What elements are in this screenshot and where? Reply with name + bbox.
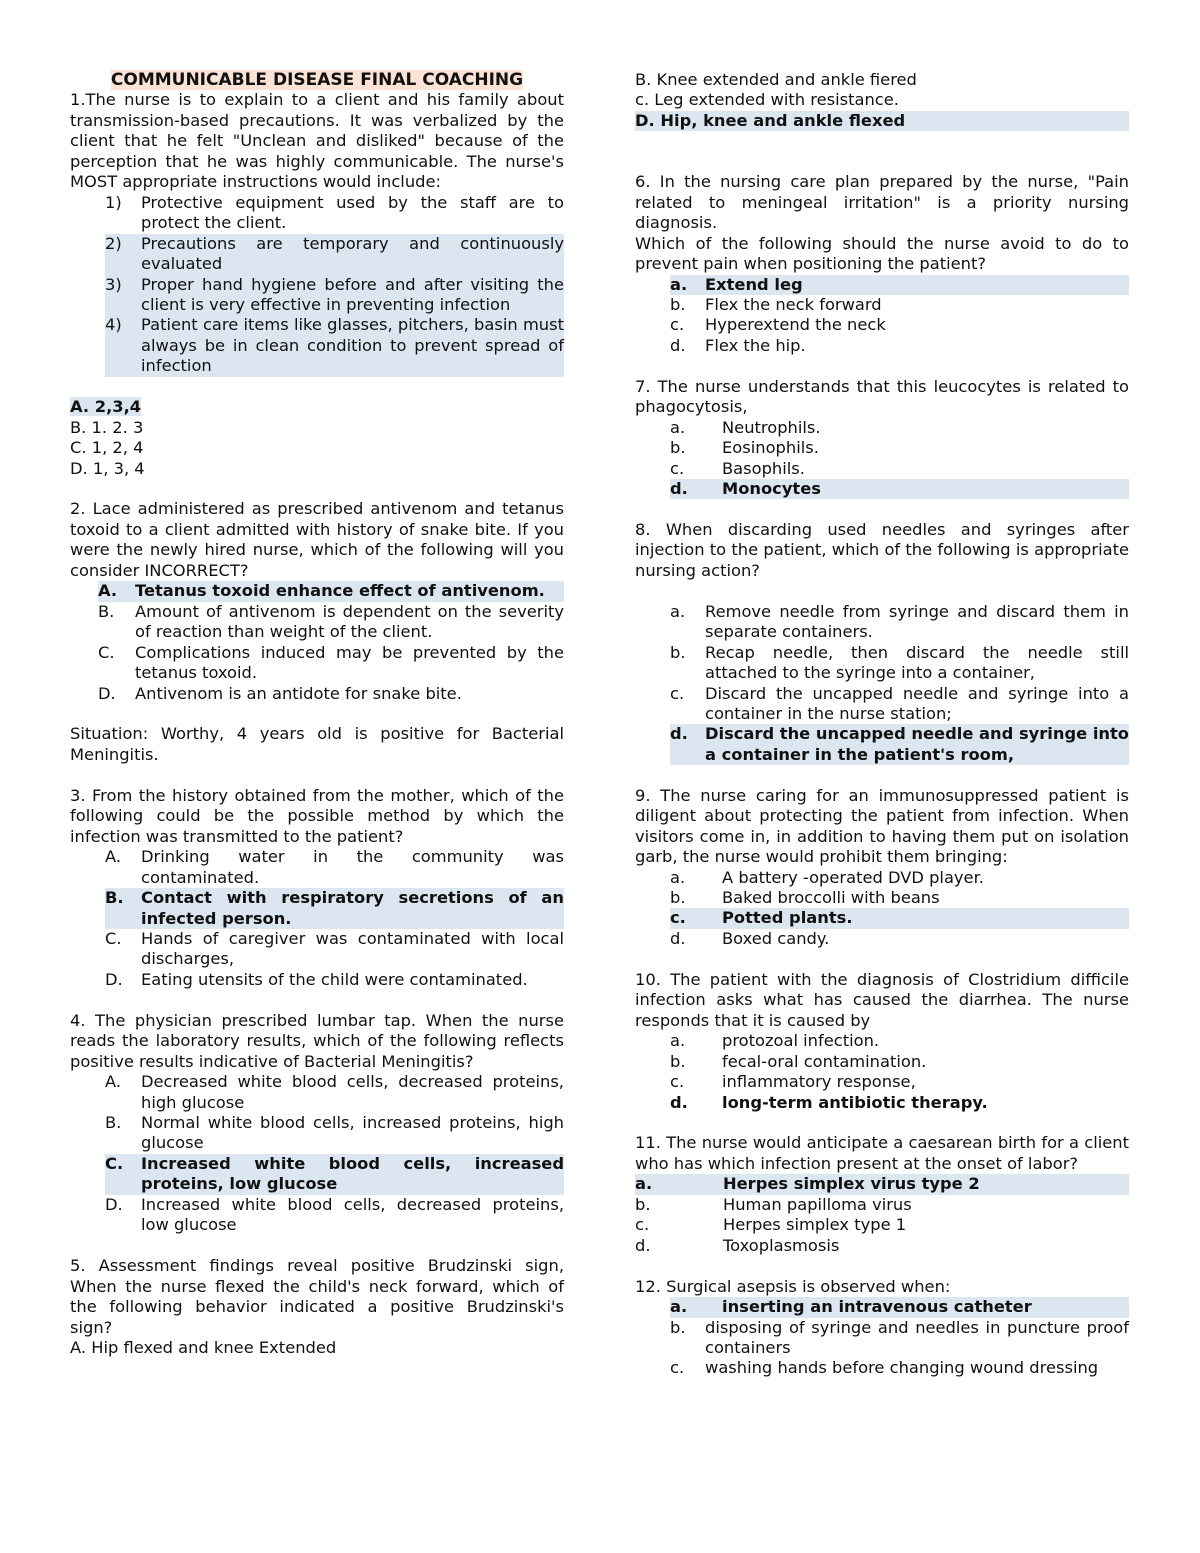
q10-option-c: c. inflammatory response, — [670, 1072, 916, 1092]
question-6-stem: 6. In the nursing care plan prepared by the nurse, "Pain related to meningeal irritation" is a priority nursing diagnosis. — [635, 172, 1129, 233]
q10-option-b: b. fecal-oral contamination. — [670, 1051, 927, 1071]
q2-option-b: B. Amount of antivenom is dependent on the severity of reaction than weight of the client. — [98, 601, 564, 642]
q9-option-a: a. A battery -operated DVD player. — [670, 867, 984, 887]
q10-option-a: a. protozoal infection. — [670, 1031, 880, 1051]
q12-option-b: b. disposing of syringe and needles in puncture proof containers — [670, 1317, 1129, 1357]
q11-option-c: c. Herpes simplex type 1 — [635, 1215, 907, 1235]
q6-option-c: c. Hyperextend the neck — [670, 315, 886, 335]
q5-option-b: B. Knee extended and ankle fiered — [635, 70, 917, 89]
q2-option-c: C. Complications induced may be prevented by the tetanus toxoid. — [98, 642, 564, 683]
q4-option-a: A. Decreased white blood cells, decreased proteins, high glucose — [105, 1072, 564, 1112]
q8-option-c: c. Discard the uncapped needle and syringe into a container in the nurse station; — [670, 683, 1129, 723]
q11-option-a: a. Herpes simplex virus type 2 — [635, 1174, 1129, 1194]
q7-option-a: a. Neutrophils. — [670, 417, 821, 437]
q12-option-c: c. washing hands before changing wound dressing — [670, 1358, 1099, 1378]
question-3-stem: 3. From the history obtained from the mother, which of the following could be the possible method by which the infection was transmitted to the patient? — [70, 785, 564, 846]
left-column — [70, 70, 564, 1358]
q5-option-d: D. Hip, knee and ankle flexed — [635, 111, 1129, 131]
q3-option-c: C. Hands of caregiver was contaminated with local discharges, — [105, 928, 564, 969]
q1-choice-c: C. 1, 2, 4 — [70, 438, 144, 458]
question-7-stem: 7. The nurse understands that this leucocytes is related to phagocytosis, — [635, 376, 1129, 417]
question-9-stem: 9. The nurse caring for an immunosuppressed patient is diligent about protecting the patient from infection. When visitors come in, in addition to having them put on isolation garb, the nurse would prohibit them bringing: — [635, 785, 1129, 867]
q3-option-b: B. Contact with respiratory secretions of an infected person. — [105, 888, 564, 928]
question-12-stem: 12. Surgical asepsis is observed when: — [635, 1276, 951, 1296]
question-1-stem: 1.The nurse is to explain to a client and his family about transmission-based precautions. It was verbalized by the client that he felt "Unclean and disliked" because of the perception that he was highly communicable. The nurse's MOST appropriate instructions would include: — [70, 90, 564, 192]
question-2-stem: 2. Lace administered as prescribed antivenom and tetanus toxoid to a client admitted with history of snake bite. If you were the newly hired nurse, which of the following will you consider INCORRECT? — [70, 499, 564, 580]
q7-option-d: d. Monocytes — [670, 479, 1129, 499]
q2-option-a: A. Tetanus toxoid enhance effect of antivenom. — [98, 581, 564, 601]
q6-option-d: d. Flex the hip. — [670, 335, 806, 355]
q11-option-d: d. Toxoplasmosis — [635, 1235, 840, 1255]
q9-option-d: d. Boxed candy. — [670, 928, 830, 948]
q11-option-b: b. Human papilloma virus — [635, 1194, 912, 1214]
q5-option-c: c. Leg extended with resistance. — [635, 90, 899, 110]
q4-option-b: B. Normal white blood cells, increased proteins, high glucose — [105, 1113, 564, 1153]
q5-option-a: A. Hip flexed and knee Extended — [70, 1338, 337, 1357]
situation-text: Situation: Worthy, 4 years old is positive for Bacterial Meningitis. — [70, 724, 564, 764]
q1-choice-b: B. 1. 2. 3 — [70, 417, 144, 437]
q3-option-d: D. Eating utensits of the child were contaminated. — [105, 969, 528, 989]
q12-option-a: a. inserting an intravenous catheter — [670, 1297, 1129, 1317]
q1-item-4: 4) Patient care items like glasses, pitchers, basin must always be in clean condition to prevent spread of infection — [105, 315, 564, 376]
question-6-stem-2: Which of the following should the nurse avoid to do to prevent pain when positioning the patient? — [635, 233, 1129, 274]
q2-option-d: D. Antivenom is an antidote for snake bite. — [98, 683, 462, 703]
q9-option-c: c. Potted plants. — [670, 908, 1129, 928]
q1-choice-a: A. 2,3,4 — [70, 397, 142, 417]
q8-option-d: d. Discard the uncapped needle and syringe into a container in the patient's room, — [670, 724, 1129, 764]
q6-option-b: b. Flex the neck forward — [670, 294, 882, 314]
question-4-stem: 4. The physician prescribed lumbar tap. When the nurse reads the laboratory results, which of the following reflects positive results indicative of Bacterial Meningitis? — [70, 1010, 564, 1071]
q6-option-a: a. Extend leg — [670, 275, 1129, 295]
q4-option-d: D. Increased white blood cells, decreased proteins, low glucose — [105, 1194, 564, 1235]
q8-option-a: a. Remove needle from syringe and discard them in separate containers. — [670, 601, 1129, 642]
question-11-stem: 11. The nurse would anticipate a caesarean birth for a client who has which infection present at the onset of labor? — [635, 1133, 1129, 1173]
question-8-stem: 8. When discarding used needles and syringes after injection to the patient, which of the following is appropriate nursing action? — [635, 519, 1129, 580]
q4-option-c: C. Increased white blood cells, increased proteins, low glucose — [105, 1153, 564, 1194]
q3-option-a: A. Drinking water in the community was contaminated. — [105, 847, 564, 887]
q1-choice-d: D. 1, 3, 4 — [70, 458, 145, 478]
q7-option-b: b. Eosinophils. — [670, 438, 819, 458]
right-column — [635, 70, 1129, 1379]
q1-item-2: 2) Precautions are temporary and continuously evaluated — [105, 233, 564, 274]
q1-item-3: 3) Proper hand hygiene before and after visiting the client is very effective in preventing infection — [105, 274, 564, 314]
q1-item-1: 1) Protective equipment used by the staff are to protect the client. — [105, 192, 564, 233]
q8-option-b: b. Recap needle, then discard the needle still attached to the syringe into a container, — [670, 642, 1129, 683]
question-5-stem: 5. Assessment findings reveal positive Brudzinski sign, When the nurse flexed the child's neck forward, which of the following behavior indicated a positive Brudzinski's sign? — [70, 1256, 564, 1337]
q10-option-d: d. long-term antibiotic therapy. — [670, 1092, 988, 1112]
q7-option-c: c. Basophils. — [670, 458, 805, 478]
page-title: COMMUNICABLE DISEASE FINAL COACHING — [110, 70, 524, 90]
question-10-stem: 10. The patient with the diagnosis of Clostridium difficile infection asks what has caused the diarrhea. The nurse responds that it is caused by — [635, 969, 1129, 1030]
q9-option-b: b. Baked broccolli with beans — [670, 888, 940, 908]
